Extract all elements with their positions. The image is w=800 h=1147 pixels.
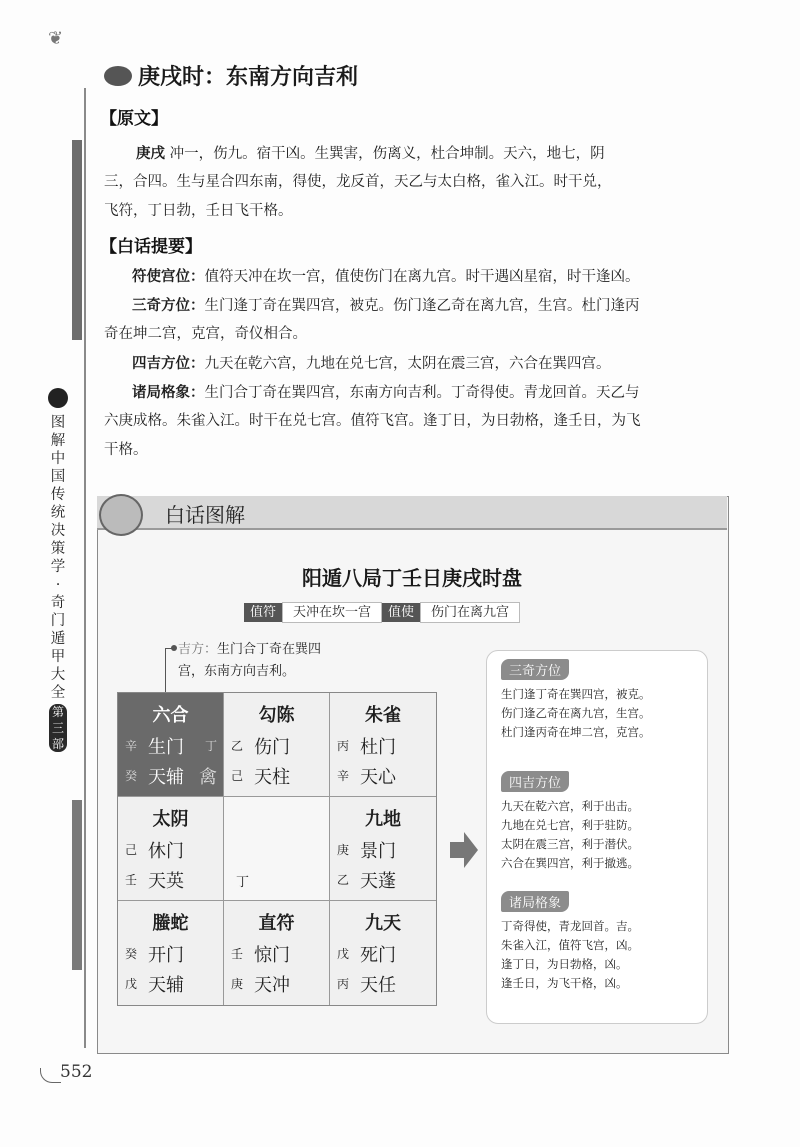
cloud-ornament-icon: ❦ [48, 28, 64, 49]
palace-god: 六合 [152, 705, 189, 726]
summary-text: 生门合丁奇在巽四宫，东南方向吉利。丁奇得使。青龙回首。天乙与 [204, 385, 640, 401]
panel-tag-siji: 四吉方位 [501, 771, 569, 792]
palace-stem: 壬 [125, 873, 138, 887]
zhishi-label: 值使 [382, 603, 420, 622]
palace-extra: 丁 [204, 739, 217, 753]
summary-label: 诸局格象： [132, 384, 205, 401]
summary-text: 九天在乾六宫，九地在兑七宫，太阴在震三宫，六合在巽四宫。 [204, 356, 611, 372]
panel-list-geju [501, 917, 639, 993]
book-title: 图解中国传统决策学·奇门遁甲大全 [50, 415, 66, 701]
palace-god: 太阴 [152, 809, 189, 830]
palace-stem: 戊 [337, 947, 350, 961]
palace-cell [330, 901, 436, 1005]
callout-note [178, 639, 378, 683]
note-label: 吉方： [178, 642, 218, 657]
palace-cell [118, 693, 224, 797]
chart-title: 阳遁八局丁壬日庚戌时盘 [302, 566, 522, 590]
panel-line: 朱雀入江，值符飞宫，凶。 [501, 938, 639, 952]
palace-stem: 戊 [125, 977, 138, 991]
note-text: 生门合丁奇在巽四 [217, 642, 322, 657]
panel-list-siji [501, 797, 639, 873]
palace-god: 直符 [258, 913, 295, 934]
panel-tag-sanqi: 三奇方位 [501, 659, 569, 680]
palace-stem: 乙 [231, 739, 244, 753]
page-title [104, 60, 358, 91]
summary-line: 干格。 [104, 442, 148, 458]
section-heading-summary: 【白话提要】 [100, 237, 202, 257]
summary-item [104, 291, 740, 321]
summary-label: 符使宫位： [132, 268, 205, 285]
palace-stem: 丙 [337, 739, 350, 753]
palace-cell [330, 797, 436, 901]
palace-cell [330, 693, 436, 797]
palace-stem: 壬 [231, 947, 244, 961]
palace-star: 天辅 [148, 767, 184, 788]
summary-item [104, 262, 740, 292]
summary-item [104, 378, 740, 408]
zhifu-zhishi-bar [244, 601, 520, 620]
page-curl-ornament [40, 1068, 61, 1083]
margin-rule [84, 88, 86, 1048]
leader-line [165, 648, 166, 693]
illustration-header: 白话图解 [165, 503, 245, 527]
summary-text: 值符天冲在坎一宫，值使伤门在离九宫。时干遇凶星宿，时干逢凶。 [204, 269, 640, 285]
summary-line: 奇在坤二宫，克宫，奇仪相合。 [104, 326, 307, 342]
summary-label: 三奇方位： [132, 297, 205, 314]
panel-line: 丁奇得使，青龙回首。吉。 [501, 919, 639, 933]
palace-door: 休门 [148, 841, 184, 862]
palace-star: 天英 [148, 871, 184, 892]
palace-star: 天柱 [254, 767, 290, 788]
panel-line: 九天在乾六宫，利于出击。 [501, 799, 639, 813]
palace-stem: 乙 [337, 873, 350, 887]
margin-bar [72, 800, 82, 970]
summary-item [104, 349, 740, 379]
summary-line: 六庚成格。朱雀入江。时干在兑七宫。值符飞宫。逢丁日，为日勃格，逢壬日，为飞 [104, 413, 641, 429]
palace-star: 天任 [360, 975, 396, 996]
arrow-right-icon [450, 832, 478, 868]
palace-stem: 丁 [236, 875, 250, 890]
original-line: 三，合四。生与星合四东南，得使，龙反首，天乙与太白格，雀入江。时干兑， [104, 174, 612, 190]
medallion-icon [99, 494, 143, 536]
page-title-text: 庚戌时：东南方向吉利 [138, 65, 359, 90]
palace-star: 天心 [360, 767, 396, 788]
panel-line: 生门逢丁奇在巽四宫，被克。 [501, 687, 651, 701]
palace-cell-center [224, 797, 330, 901]
palace-door: 伤门 [254, 737, 290, 758]
palace-star: 天蓬 [360, 871, 396, 892]
part-badge: 第三部 [49, 704, 67, 752]
summary-text: 生门逢丁奇在巽四宫，被克。伤门逢乙奇在离九宫，生宫。杜门逢丙 [204, 298, 640, 314]
summary-label: 四吉方位： [132, 355, 205, 372]
original-term: 庚戌 [136, 145, 165, 162]
yin-yang-icon [48, 388, 68, 408]
palace-door: 开门 [148, 945, 184, 966]
palace-door: 杜门 [360, 737, 396, 758]
page-number: 552 [60, 1062, 93, 1082]
palace-cell [224, 901, 330, 1005]
original-text: 冲一，伤九。宿干凶。生巽害，伤离义，杜合坤制。天六，地七，阴 [169, 146, 605, 162]
palace-stem: 辛 [337, 769, 350, 783]
panel-line: 逢壬日，为飞干格，凶。 [501, 976, 628, 990]
palace-stem: 己 [125, 843, 138, 857]
section-heading-original: 【原文】 [100, 109, 168, 129]
palace-stem: 丙 [337, 977, 350, 991]
panel-line: 太阴在震三宫，利于潜伏。 [501, 837, 639, 851]
original-line: 飞符，丁日勃，壬日飞干格。 [104, 203, 293, 219]
palace-stem: 庚 [337, 843, 350, 857]
palace-door: 生门 [148, 737, 184, 758]
panel-line: 逢丁日，为日勃格，凶。 [501, 957, 628, 971]
margin-bar [72, 140, 82, 340]
leader-dot [171, 645, 177, 651]
panel-tag-geju: 诸局格象 [501, 891, 569, 912]
panel-line: 九地在兑七宫，利于驻防。 [501, 818, 639, 832]
palace-star: 天辅 [148, 975, 184, 996]
palace-stem: 辛 [125, 739, 138, 753]
palace-star: 天冲 [254, 975, 290, 996]
palace-door: 惊门 [254, 945, 290, 966]
palace-stem: 庚 [231, 977, 244, 991]
nine-palace-grid [117, 692, 437, 1006]
panel-line: 杜门逢丙奇在坤二宫，克宫。 [501, 725, 651, 739]
zhishi-value: 伤门在离九宫 [420, 602, 520, 623]
palace-cell [118, 797, 224, 901]
analysis-panel [486, 650, 708, 1024]
panel-line: 伤门逢乙奇在离九宫，生宫。 [501, 706, 651, 720]
palace-stem: 癸 [125, 769, 138, 783]
zhifu-value: 天冲在坎一宫 [282, 602, 382, 623]
palace-god: 勾陈 [258, 705, 295, 726]
palace-door: 景门 [360, 841, 396, 862]
running-title [49, 414, 67, 754]
palace-cell [118, 901, 224, 1005]
palace-cell [224, 693, 330, 797]
palace-god: 螣蛇 [152, 913, 189, 934]
palace-stem: 癸 [125, 947, 138, 961]
palace-extra: 禽 [199, 767, 217, 788]
zhifu-label: 值符 [244, 603, 282, 622]
palace-god: 朱雀 [365, 705, 401, 726]
original-line [104, 139, 740, 169]
panel-list-sanqi [501, 685, 651, 742]
palace-god: 九天 [365, 913, 401, 934]
panel-line: 六合在巽四宫，利于撤逃。 [501, 856, 639, 870]
note-text: 宫，东南方向吉利。 [178, 664, 296, 679]
cloud-ornament-icon [104, 66, 132, 86]
palace-stem: 己 [231, 769, 244, 783]
palace-god: 九地 [365, 809, 401, 830]
palace-door: 死门 [360, 945, 396, 966]
